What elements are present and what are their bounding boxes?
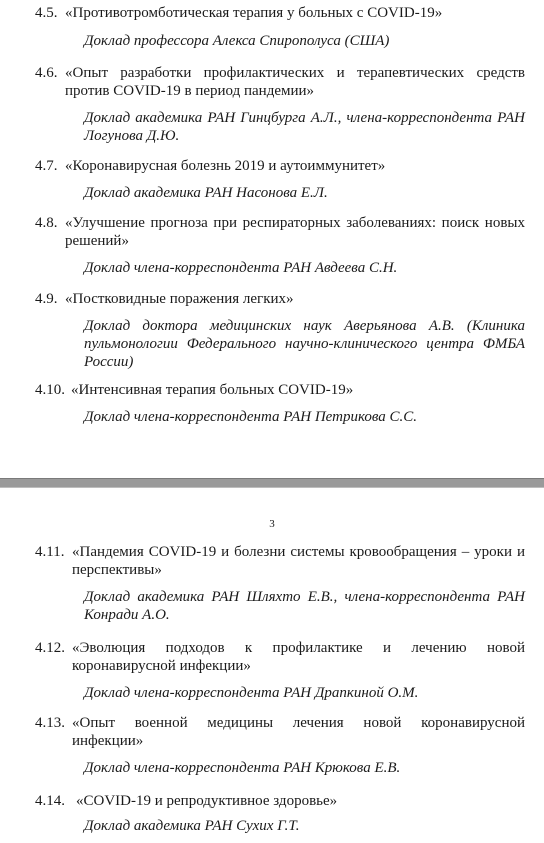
item-speaker: Логунова Д.Ю. xyxy=(84,128,180,144)
item-speaker: Доклад члена-корреспондента РАН Драпкиной О.М. xyxy=(84,685,419,701)
item-speaker: Доклад члена-корреспондента РАН Крюкова Е.В. xyxy=(84,760,401,776)
item-speaker: Доклад академика РАН Сухих Г.Т. xyxy=(84,818,300,834)
item-speaker: Доклад члена-корреспондента РАН Петрикова С.С. xyxy=(84,409,418,425)
item-title: «Опыт военной медицины лечения новой коронавирусной xyxy=(72,715,525,731)
item-title: «Противотромботическая терапия у больных с COVID-19» xyxy=(65,5,443,21)
item-speaker: Доклад академика РАН Шляхто Е.В., члена-корреспондента РАН xyxy=(84,589,525,605)
item-title: «Улучшение прогноза при респираторных заболеваниях: поиск новых xyxy=(65,215,525,231)
item-title: «COVID-19 и репродуктивное здоровье» xyxy=(76,793,338,809)
item-title: против COVID-19 в период пандемии» xyxy=(65,83,315,99)
item-number: 4.14. xyxy=(35,793,65,809)
item-title: «Опыт разработки профилактических и терапевтических средств xyxy=(65,65,525,81)
item-title: инфекции» xyxy=(72,733,144,749)
item-speaker: Доклад академика РАН Гинцбурга А.Л., члена-корреспондента РАН xyxy=(84,110,525,126)
item-number: 4.6. xyxy=(35,65,58,81)
item-title: «Пандемия COVID-19 и болезни системы кровообращения – уроки и xyxy=(72,544,525,560)
item-speaker: пульмонологии Федерального научно-клинического центра ФМБА xyxy=(84,336,525,352)
item-number: 4.11. xyxy=(35,544,65,560)
item-number: 4.12. xyxy=(35,640,65,656)
item-number: 4.10. xyxy=(35,382,65,398)
item-title: перспективы» xyxy=(72,562,162,578)
item-title: решений» xyxy=(65,233,129,249)
item-speaker: Доклад профессора Алекса Спирополуса (США) xyxy=(84,33,390,49)
item-number: 4.13. xyxy=(35,715,65,731)
item-speaker: России) xyxy=(84,354,134,370)
item-speaker: Доклад академика РАН Насонова Е.Л. xyxy=(84,185,328,201)
item-speaker: Конради А.О. xyxy=(84,607,170,623)
item-number: 4.9. xyxy=(35,291,58,307)
item-speaker: Доклад доктора медицинских наук Аверьянова А.В. (Клиника xyxy=(84,318,525,334)
item-number: 4.7. xyxy=(35,158,58,174)
item-title: «Интенсивная терапия больных COVID-19» xyxy=(71,382,354,398)
item-title: «Эволюция подходов к профилактике и лечению новой xyxy=(72,640,525,656)
item-title: «Коронавирусная болезнь 2019 и аутоиммунитет» xyxy=(65,158,386,174)
page-break-divider xyxy=(0,478,544,488)
page-number: 3 xyxy=(269,518,275,530)
item-number: 4.8. xyxy=(35,215,58,231)
item-title: «Постковидные поражения легких» xyxy=(65,291,294,307)
item-speaker: Доклад члена-корреспондента РАН Авдеева С.Н. xyxy=(84,260,398,276)
document-page-bottom xyxy=(0,488,544,843)
item-title: коронавирусной инфекции» xyxy=(72,658,251,674)
item-number: 4.5. xyxy=(35,5,58,21)
